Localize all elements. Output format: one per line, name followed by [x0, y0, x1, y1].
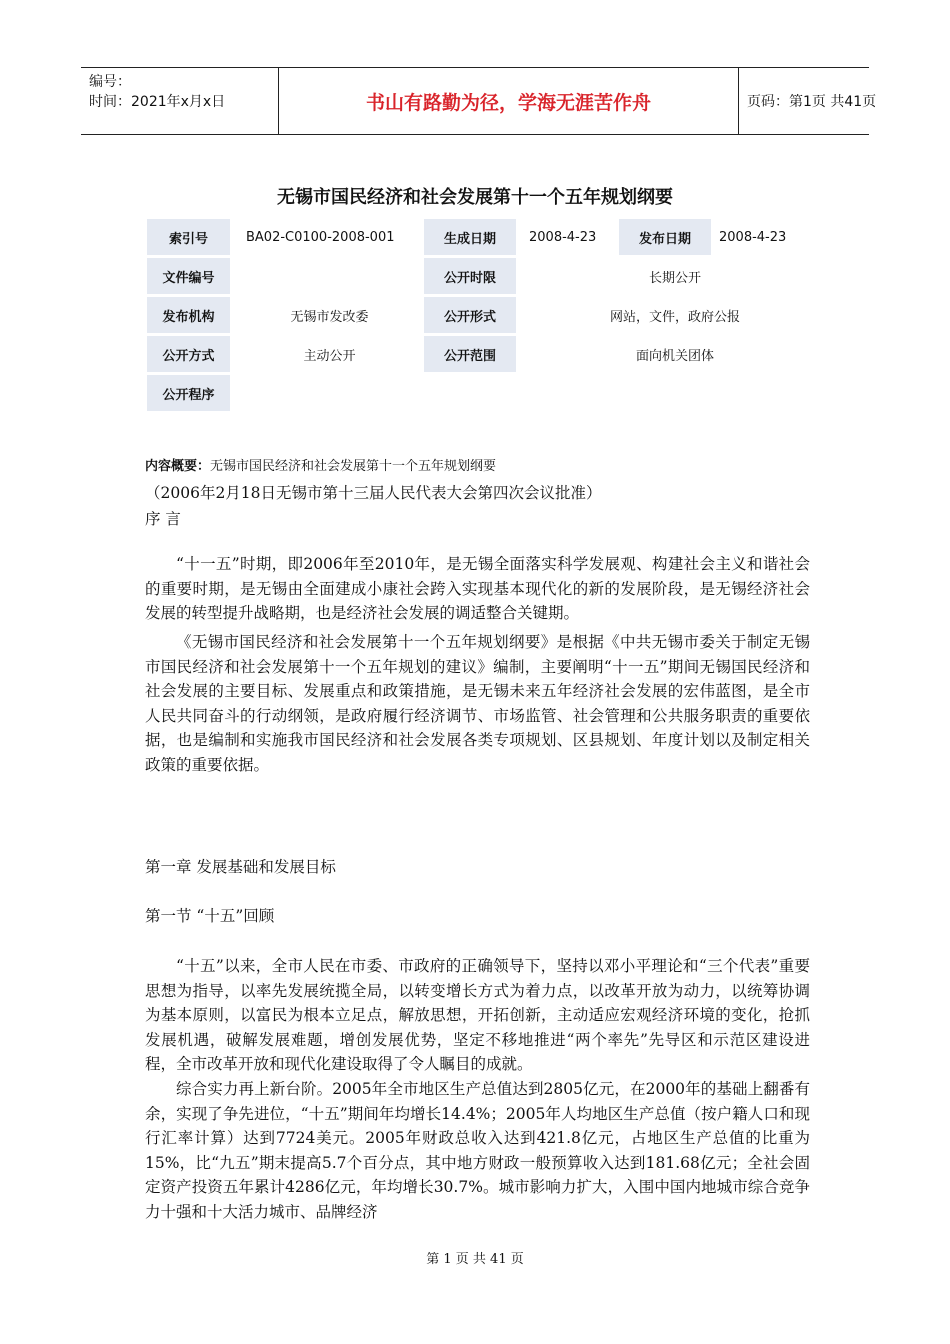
- number-label: 编号：: [89, 74, 131, 90]
- open-form-label: 公开形式: [424, 297, 516, 333]
- paragraph-2: 《无锡市国民经济和社会发展第十一个五年规划纲要》是根据《中共无锡市委关于制定无锡市国民经济和社会发展第十一个五年规划的建议》编制，主要阐明“十一五”期间无锡国民经济和社会发展的主要目标、发展重点和政策措施，是无锡未来五年经济社会发展的宏伟蓝图，是全市人民共同奋斗的行动纲领，是政府履行经济调节、市场监管、社会管理和公共服务职责的重要依据，也是编制和实施我市国民经济和社会发展各类专项规划、区县规划、年度计划以及制定相关政策的重要依据。: [145, 633, 810, 774]
- summary-text: 无锡市国民经济和社会发展第十一个五年规划纲要: [210, 459, 497, 474]
- doc-no-label: 文件编号: [147, 258, 230, 294]
- page-header: [81, 67, 877, 135]
- index-value: BA02-C0100-2008-001: [246, 229, 395, 245]
- open-form-value: 网站，文件，政府公报: [609, 309, 740, 325]
- paragraph-4: 综合实力再上新台阶。2005年全市地区生产总值达到2805亿元，在2000年的基础上翻番有余，实现了争先进位，“十五”期间年均增长14.4%；2005年人均地区生产总值（按户籍人口和现行汇率计算）达到7724美元。2005年财政总收入达到421.8亿元，占地区生产总值的比重为15%，比“九五”期末提高5.7个百分点，其中地方财政一般预算收入达到181.68亿元；全社会固定资产投资五年累计4286亿元，年均增长30.7%。城市影响力扩大，入围中国内地城市综合竞争力十强和十大活力城市、品牌经济: [145, 1080, 810, 1221]
- paragraph-1: “十一五”时期，即2006年至2010年，是无锡全面落实科学发展观、构建社会主义和谐社会的重要时期，是无锡由全面建成小康社会跨入实现基本现代化的新的发展阶段，是无锡经济社会发展的转型提升战略期，也是经济社会发展的调适整合关键期。: [145, 555, 810, 622]
- chapter-heading: 第一章 发展基础和发展目标: [145, 858, 336, 876]
- preface-title: 序 言: [145, 510, 181, 528]
- index-label: 索引号: [147, 219, 230, 255]
- time-label: 时间：2021年x月x日: [89, 94, 226, 110]
- publisher-label: 发布机构: [147, 297, 230, 333]
- gen-date-value: 2008-4-23: [529, 229, 597, 245]
- doc-no-value: [238, 258, 421, 294]
- open-method-label: 公开方式: [147, 336, 230, 372]
- paragraph-3: “十五”以来，全市人民在市委、市政府的正确领导下，坚持以邓小平理论和“三个代表”重要思想为指导，以率先发展统揽全局，以转变增长方式为着力点，以改革开放为动力，以统筹协调为基本原则，以富民为根本立足点，解放思想，开拓创新，主动适应宏观经济环境的变化，抢抓发展机遇，破解发展难题，增创发展优势，坚定不移地推进“两个率先”先导区和示范区建设进程，全市改革开放和现代化建设取得了令人瞩目的成就。: [145, 957, 810, 1073]
- open-method-value: 主动公开: [303, 348, 356, 364]
- pub-date-value: 2008-4-23: [719, 229, 787, 245]
- open-procedure-label: 公开程序: [147, 375, 230, 411]
- page-footer: 第 1 页 共 41 页: [426, 1252, 524, 1267]
- summary-line: [145, 455, 810, 480]
- header-meta: [81, 68, 279, 134]
- open-period-value: 长期公开: [648, 270, 701, 286]
- document-title: 无锡市国民经济和社会发展第十一个五年规划纲要: [277, 187, 673, 208]
- gen-date-label: 生成日期: [424, 219, 516, 255]
- section-heading: 第一节 “十五”回顾: [145, 907, 275, 925]
- pub-date-label: 发布日期: [619, 219, 711, 255]
- open-procedure-value: [238, 375, 421, 411]
- approval-note: （2006年2月18日无锡市第十三届人民代表大会第四次会议批准）: [145, 484, 602, 502]
- publisher-value: 无锡市发改委: [290, 309, 369, 325]
- open-period-label: 公开时限: [424, 258, 516, 294]
- header-slogan: 书山有路勤为径，学海无涯苦作舟: [279, 68, 739, 134]
- open-scope-value: 面向机关团体: [635, 348, 714, 364]
- summary-label: 内容概要：: [145, 459, 211, 474]
- header-page-info: 页码：第1页 共41页: [747, 94, 877, 110]
- open-scope-label: 公开范围: [424, 336, 516, 372]
